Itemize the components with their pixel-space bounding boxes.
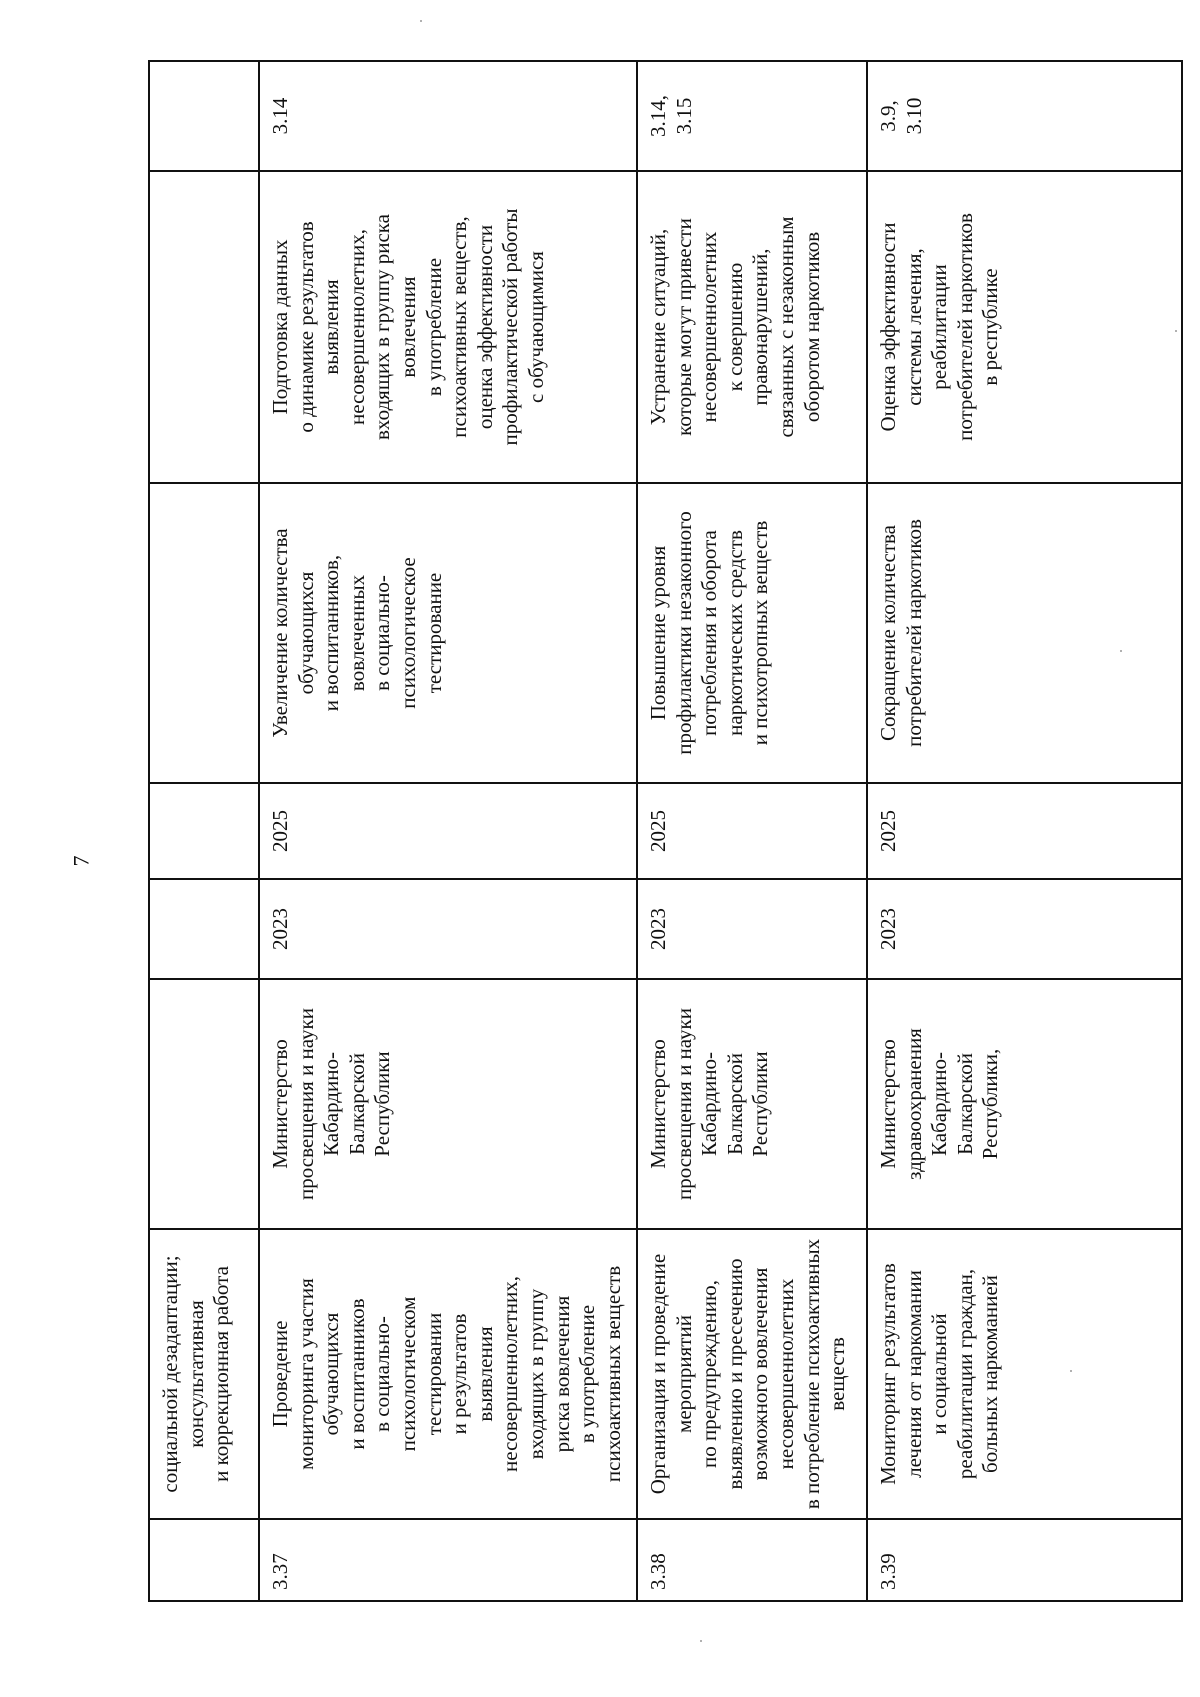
measures-table (148, 60, 1183, 1602)
cell-link: Оценка эффективности системы лечения, реабилитации потребителей наркотиков в республике (867, 171, 1182, 483)
cell-end-year: 2025 (259, 783, 637, 879)
cell-num: 3.39 (867, 1519, 1182, 1601)
cell-refs: 3.14, 3.15 (637, 61, 867, 171)
cell-start-year: 2023 (867, 879, 1182, 979)
scan-speck (700, 1640, 702, 1642)
cell-executor (149, 979, 259, 1229)
scan-speck (420, 20, 422, 22)
rotated-table-wrapper (148, 62, 1183, 1602)
cell-end-year: 2025 (637, 783, 867, 879)
table-row-continuation (149, 61, 259, 1601)
cell-result: Сокращение количества потребителей наркотиков (867, 483, 1182, 783)
cell-executor: Министерство здравоохранения Кабардино- Балкарской Республики, (867, 979, 1182, 1229)
cell-result (149, 483, 259, 783)
cell-start-year (149, 879, 259, 979)
cell-start-year: 2023 (259, 879, 637, 979)
table-row-3-37 (259, 61, 637, 1601)
cell-refs: 3.14 (259, 61, 637, 171)
cell-measure: Проведение мониторинга участия обучающихся и воспитанников в социально- психологическом тестировании и результатов выявления несовершеннолетних, входящих в группу риска вовлечения в употребление психоактивных веществ (259, 1229, 637, 1519)
cell-end-year: 2025 (867, 783, 1182, 879)
cell-link: Подготовка данных о динамике результатов выявления несовершеннолетних, входящих в группу риска вовлечения в употребление психоактивных веществ, оценка эффективности профилактической работы с обучающимися (259, 171, 637, 483)
cell-measure: Организация и проведение мероприятий по предупреждению, выявлению и пресечению возможного вовлечения несовершеннолетних в потребление психоактивных веществ (637, 1229, 867, 1519)
cell-executor: Министерство просвещения и науки Кабардино- Балкарской Республики (637, 979, 867, 1229)
cell-start-year: 2023 (637, 879, 867, 979)
cell-end-year (149, 783, 259, 879)
cell-link (149, 171, 259, 483)
cell-executor: Министерство просвещения и науки Кабардино- Балкарской Республики (259, 979, 637, 1229)
table-row-3-39 (867, 61, 1182, 1601)
page-number: 7 (68, 855, 94, 867)
cell-num (149, 1519, 259, 1601)
cell-link: Устранение ситуаций, которые могут привести несовершеннолетних к совершению правонарушений, связанных с незаконным оборотом наркотиков (637, 171, 867, 483)
cell-measure: социальной дезадаптации; консультативная и коррекционная работа (149, 1229, 259, 1519)
cell-num: 3.37 (259, 1519, 637, 1601)
cell-refs (149, 61, 259, 171)
cell-measure: Мониторинг результатов лечения от наркомании и социальной реабилитации граждан, больных наркоманией (867, 1229, 1182, 1519)
cell-result: Увеличение количества обучающихся и воспитанников, вовлеченных в социально- психологическое тестирование (259, 483, 637, 783)
table-row-3-38 (637, 61, 867, 1601)
cell-num: 3.38 (637, 1519, 867, 1601)
cell-refs: 3.9, 3.10 (867, 61, 1182, 171)
cell-result: Повышение уровня профилактики незаконного потребления и оборота наркотических средств и психотропных веществ (637, 483, 867, 783)
